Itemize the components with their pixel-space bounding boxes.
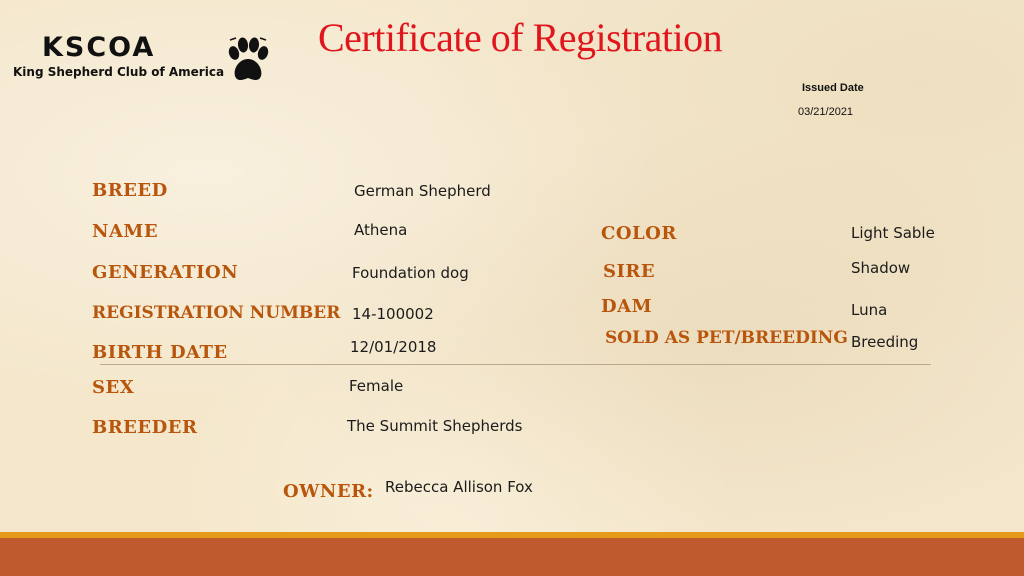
dam-label: DAM — [601, 296, 652, 317]
breed-value: German Shepherd — [354, 182, 491, 200]
breeder-label: BREEDER — [92, 417, 198, 438]
divider-line — [100, 364, 931, 365]
birth-date-label: BIRTH DATE — [92, 342, 228, 363]
generation-value: Foundation dog — [352, 264, 469, 282]
issued-date-label: Issued Date — [802, 82, 864, 94]
breeder-value: The Summit Shepherds — [347, 417, 523, 435]
registration-number-label: REGISTRATION NUMBER — [92, 303, 341, 323]
sex-label: SEX — [92, 377, 135, 398]
name-value: Athena — [354, 221, 408, 239]
org-name: King Shepherd Club of America — [13, 65, 225, 79]
owner-label: OWNER: — [283, 481, 374, 502]
color-value: Light Sable — [851, 224, 935, 242]
sold-as-label: SOLD AS PET/BREEDING — [605, 328, 848, 348]
footer-band — [0, 538, 1024, 576]
breed-label: BREED — [92, 180, 168, 201]
owner-value: Rebecca Allison Fox — [385, 478, 533, 496]
sire-value: Shadow — [851, 259, 911, 277]
registration-number-value: 14-100002 — [352, 305, 434, 323]
birth-date-value: 12/01/2018 — [350, 338, 437, 356]
org-abbreviation: KSCOA — [42, 32, 156, 63]
dam-value: Luna — [851, 301, 888, 319]
paw-print-icon — [226, 36, 270, 84]
issued-date-value: 03/21/2021 — [798, 106, 854, 118]
color-label: COLOR — [601, 223, 677, 244]
sex-value: Female — [349, 377, 404, 395]
certificate-title: Certificate of Registration — [318, 15, 723, 60]
sire-label: SIRE — [603, 261, 656, 282]
name-label: NAME — [92, 221, 159, 242]
generation-label: GENERATION — [92, 262, 239, 283]
sold-as-value: Breeding — [851, 333, 919, 351]
